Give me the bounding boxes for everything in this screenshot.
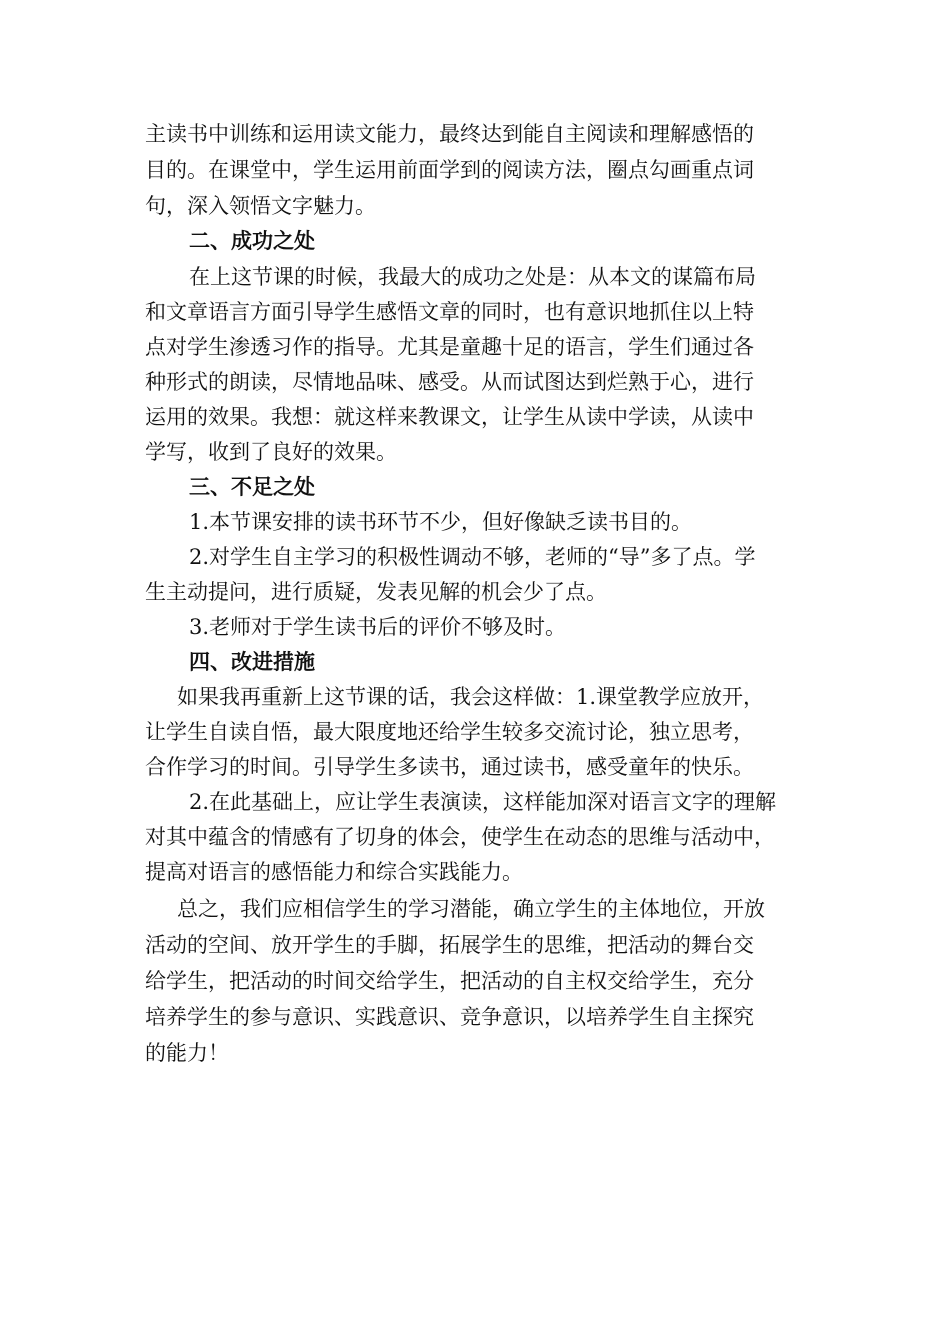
section-heading-improvements: 四、改进措施 (189, 649, 315, 674)
body-line: 提高对语言的感悟能力和综合实践能力。 (145, 860, 523, 884)
list-item: 1.本节课安排的读书环节不少，但好像缺乏读书目的。 (189, 510, 693, 534)
section-heading-shortcomings: 三、不足之处 (189, 474, 315, 499)
body-line: 培养学生的参与意识、实践意识、竞争意识，以培养学生自主探究 (145, 1005, 754, 1029)
body-line: 学写，收到了良好的效果。 (145, 440, 397, 464)
body-line: 目的。在课堂中，学生运用前面学到的阅读方法，圈点勾画重点词 (145, 158, 754, 182)
body-line: 点对学生渗透习作的指导。尤其是童趣十足的语言，学生们通过各 (145, 335, 754, 359)
body-line: 主读书中训练和运用读文能力，最终达到能自主阅读和理解感悟的 (145, 122, 754, 146)
body-line: 给学生，把活动的时间交给学生，把活动的自主权交给学生，充分 (145, 969, 754, 993)
body-line: 在上这节课的时候，我最大的成功之处是：从本文的谋篇布局 (189, 265, 756, 289)
body-line: 的能力！ (145, 1041, 229, 1065)
body-line: 让学生自读自悟，最大限度地还给学生较多交流讨论，独立思考， (145, 720, 754, 744)
list-item: 2.对学生自主学习的积极性调动不够，老师的“导”多了点。学 (189, 545, 756, 569)
body-line: 和文章语言方面引导学生感悟文章的同时，也有意识地抓住以上特 (145, 300, 754, 324)
list-item: 2.在此基础上，应让学生表演读，这样能加深对语言文字的理解 (189, 790, 777, 814)
body-line: 如果我再重新上这节课的话，我会这样做：1.课堂教学应放开， (177, 685, 765, 709)
body-line: 种形式的朗读，尽情地品味、感受。从而试图达到烂熟于心，进行 (145, 370, 754, 394)
body-line: 运用的效果。我想：就这样来教课文，让学生从读中学读，从读中 (145, 405, 754, 429)
body-line: 句，深入领悟文字魅力。 (145, 194, 376, 218)
body-line: 活动的空间、放开学生的手脚，拓展学生的思维，把活动的舞台交 (145, 933, 754, 957)
list-item: 3.老师对于学生读书后的评价不够及时。 (189, 615, 567, 639)
section-heading-success: 二、成功之处 (189, 228, 315, 253)
body-line: 对其中蕴含的情感有了切身的体会，使学生在动态的思维与活动中， (145, 825, 775, 849)
body-line: 总之，我们应相信学生的学习潜能，确立学生的主体地位，开放 (177, 897, 765, 921)
body-line: 合作学习的时间。引导学生多读书，通过读书，感受童年的快乐。 (145, 755, 754, 779)
body-line: 生主动提问，进行质疑，发表见解的机会少了点。 (145, 580, 607, 604)
